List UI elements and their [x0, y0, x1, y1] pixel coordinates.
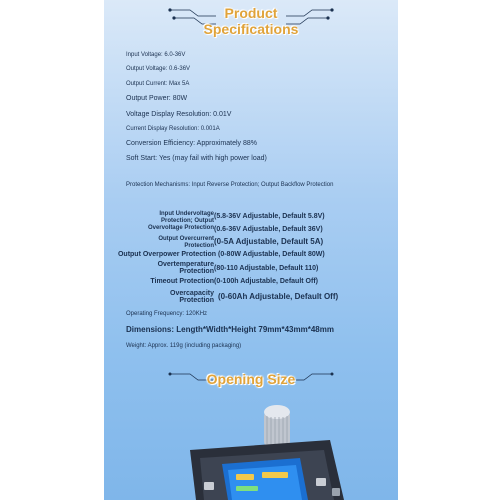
spec-title	[104, 5, 398, 37]
protection-label: Timeout Protection	[150, 278, 214, 285]
spec-output-power: Output Power: 80W	[126, 95, 188, 102]
title-line-1: Product	[224, 5, 278, 21]
dimensions: Dimensions: Length*Width*Height 79mm*43mm*48mm	[126, 325, 334, 334]
product-spec-card	[104, 0, 398, 500]
spec-conversion-efficiency: Conversion Efficiency: Approximately 88%	[126, 140, 257, 147]
protection-row	[104, 290, 398, 306]
protection-label: Input Undervoltage Protection; Output Overvoltage Protection	[147, 211, 214, 231]
spec-voltage-display-resolution: Voltage Display Resolution: 0.01V	[126, 111, 232, 118]
operating-frequency: Operating Frequency: 120KHz	[126, 311, 208, 317]
spec-output-current: Output Current: Max 5A	[126, 81, 190, 87]
weight: Weight: Approx. 119g (including packaging)	[126, 343, 242, 349]
title-line-2: Specifications	[203, 21, 299, 37]
spec-protection-mechanisms: Protection Mechanisms: Input Reverse Protection; Output Backflow Protection	[126, 182, 334, 188]
opening-size-title: Opening Size	[206, 371, 296, 387]
protection-label: Overtemperature Protection	[157, 261, 214, 275]
protection-label: Overcapacity Protection	[170, 290, 214, 304]
spec-input-voltage: Input Voltage: 6.0-36V	[126, 52, 186, 58]
protection-value: (80-110 Adjustable, Default 110)	[214, 265, 319, 272]
protection-value: (5.8-36V Adjustable, Default 5.8V) (0.6-36V Adjustable, Default 36V)	[214, 213, 325, 233]
spec-output-voltage: Output Voltage: 0.6-36V	[126, 66, 191, 72]
protection-row	[104, 210, 398, 232]
protection-row	[104, 278, 398, 288]
protection-value: (0-80W Adjustable, Default 80W)	[218, 251, 325, 258]
power-module-illustration	[104, 400, 398, 500]
protection-row	[104, 261, 398, 275]
protection-value: (0-100h Adjustable, Default Off)	[214, 278, 318, 285]
protection-row	[104, 251, 398, 261]
protection-value: (0-60Ah Adjustable, Default Off)	[218, 292, 339, 301]
spec-soft-start: Soft Start: Yes (may fail with high power load)	[126, 155, 267, 162]
protection-row	[104, 236, 398, 250]
spec-current-display-resolution: Current Display Resolution: 0.001A	[126, 126, 220, 132]
protection-label: Output Overcurrent Protection	[158, 236, 214, 249]
rotary-knob-icon	[264, 405, 290, 446]
protection-value: (0-5A Adjustable, Default 5A)	[214, 237, 324, 246]
protection-label: Output Overpower Protection	[117, 251, 216, 258]
